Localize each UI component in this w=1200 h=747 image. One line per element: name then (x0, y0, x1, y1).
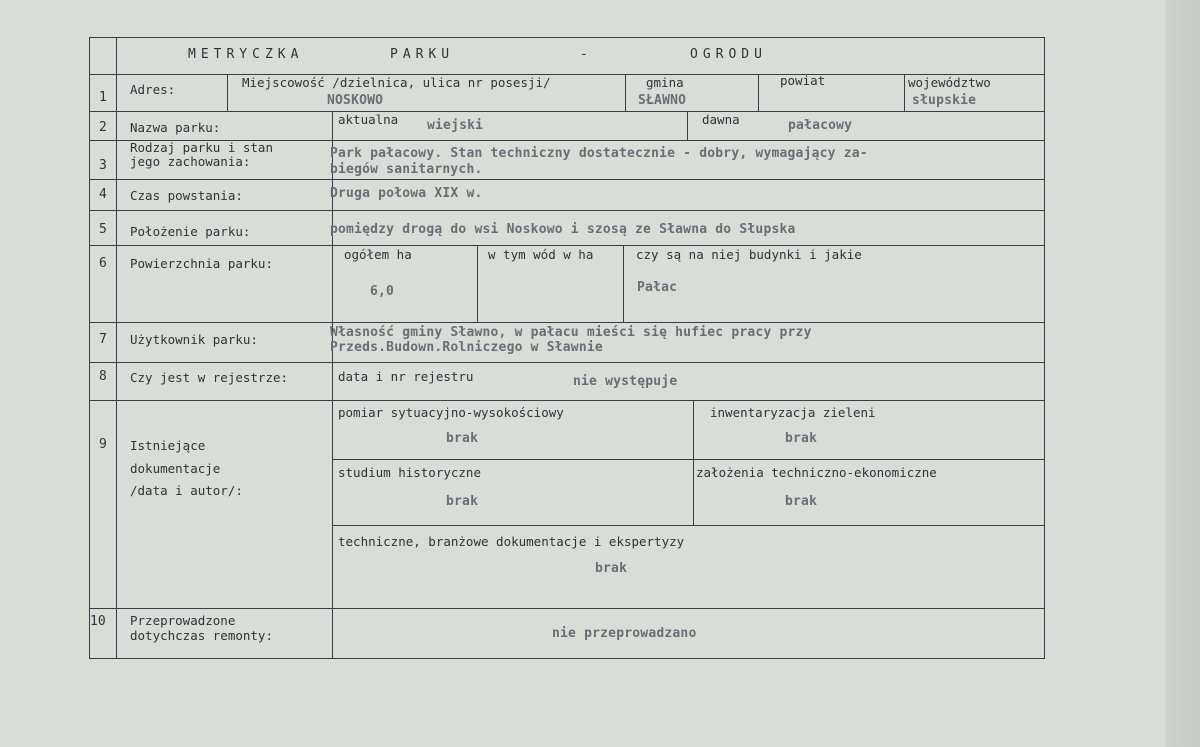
row-line-5 (90, 245, 1044, 246)
r9-divider-vertical (693, 400, 694, 525)
row-number-8: 8 (99, 369, 107, 384)
wojewodztwo-value: słupskie (912, 93, 977, 108)
pomiar-label: pomiar sytuacyjno-wysokościowy (338, 405, 564, 420)
docs-label-line1: Istniejące (130, 438, 206, 453)
title-dash: - (580, 47, 593, 62)
row-line-8 (90, 400, 1044, 401)
zalozenia-label: założenia techniczno-ekonomiczne (696, 465, 937, 480)
docs-label-line2: dokumentacje (130, 461, 221, 476)
park-type-label-line1: Rodzaj parku i stan (130, 140, 273, 155)
row-number-4: 4 (99, 187, 107, 202)
register-data-label: data i nr rejestru (338, 369, 474, 384)
inwentaryzacja-value: brak (785, 431, 818, 446)
user-value-line2: Przeds.Budown.Rolniczego w Sławnie (330, 340, 603, 355)
r9-divider-h1 (332, 459, 1044, 460)
r1-divider-a (227, 74, 228, 111)
row-line-1 (90, 111, 1044, 112)
title-word-metryczka: METRYCZKA (188, 47, 304, 62)
user-value-line1: Własność gminy Sławno, w pałacu mieści się hufiec pracy przy (330, 325, 812, 340)
r1-divider-c (758, 74, 759, 111)
wojewodztwo-label: województwo (908, 75, 991, 90)
row-line-0 (90, 74, 1044, 75)
aktualna-label: aktualna (338, 112, 399, 127)
creation-time-value: Druga połowa XIX w. (330, 186, 483, 201)
budynki-label: czy są na niej budynki i jakie (636, 247, 862, 262)
renovations-label-line1: Przeprowadzone (130, 613, 236, 628)
pomiar-value: brak (446, 431, 479, 446)
renovations-label-line2: dotychczas remonty: (130, 628, 273, 643)
dawna-label: dawna (702, 112, 740, 127)
row-number-10: 10 (90, 614, 106, 629)
miejscowosc-value: NOSKOWO (327, 93, 384, 108)
park-type-value-line1: Park pałacowy. Stan techniczny dostatecznie - dobry, wymagający za- (330, 146, 868, 161)
row-number-2: 2 (99, 120, 107, 135)
row-number-6: 6 (99, 256, 107, 271)
gmina-value: SŁAWNO (638, 93, 687, 108)
ogolem-label: ogółem ha (344, 247, 412, 262)
row-number-1: 1 (99, 90, 107, 105)
location-value: pomiędzy drogą do wsi Noskowo i szosą ze Sławna do Słupska (330, 222, 796, 237)
renovations-value: nie przeprowadzano (552, 626, 697, 641)
wod-label: w tym wód w ha (488, 247, 594, 262)
park-name-label: Nazwa parku: (130, 120, 221, 135)
studium-value: brak (446, 494, 479, 509)
miejscowosc-label: Miejscowość /dzielnica, ulica nr posesji/ (242, 75, 551, 90)
r6-divider-a (477, 245, 478, 322)
location-label: Położenie parku: (130, 224, 251, 239)
studium-label: studium historyczne (338, 465, 481, 480)
r2-divider (687, 111, 688, 140)
docs-label-line3: /data i autor/: (130, 483, 243, 498)
row-line-7 (90, 362, 1044, 363)
register-value: nie występuje (573, 374, 678, 389)
row-line-9 (90, 608, 1044, 609)
ogolem-value: 6,0 (370, 284, 395, 299)
dawna-value: pałacowy (788, 118, 853, 133)
r6-divider-b (623, 245, 624, 322)
row-number-9: 9 (99, 437, 107, 452)
park-type-label-line2: jego zachowania: (130, 154, 251, 169)
powiat-label: powiat (780, 73, 826, 88)
r1-divider-d (904, 74, 905, 111)
creation-time-label: Czas powstania: (130, 188, 243, 203)
techniczne-value: brak (595, 561, 628, 576)
row-number-5: 5 (99, 222, 107, 237)
title-word-ogrodu: OGRODU (690, 47, 767, 62)
row-number-7: 7 (99, 332, 107, 347)
inwentaryzacja-label: inwentaryzacja zieleni (710, 405, 876, 420)
page-edge-shadow (1165, 0, 1200, 747)
row-line-6 (90, 322, 1044, 323)
aktualna-value: wiejski (427, 118, 484, 133)
park-type-value-line2: biegów sanitarnych. (330, 162, 483, 177)
register-label: Czy jest w rejestrze: (130, 370, 289, 385)
user-label: Użytkownik parku: (130, 332, 258, 347)
row-line-3 (90, 179, 1044, 180)
row-line-4 (90, 210, 1044, 211)
row-number-3: 3 (99, 158, 107, 173)
gmina-label: gmina (646, 75, 684, 90)
techniczne-label: techniczne, branżowe dokumentacje i ekspertyzy (338, 534, 685, 549)
park-record-form (89, 37, 1045, 659)
num-column-divider (116, 38, 117, 658)
r1-divider-b (625, 74, 626, 111)
r9-divider-h2 (332, 525, 1044, 526)
area-label: Powierzchnia parku: (130, 256, 273, 271)
title-word-parku: PARKU (390, 47, 455, 62)
address-label: Adres: (130, 82, 176, 97)
budynki-value: Pałac (637, 280, 678, 295)
zalozenia-value: brak (785, 494, 818, 509)
